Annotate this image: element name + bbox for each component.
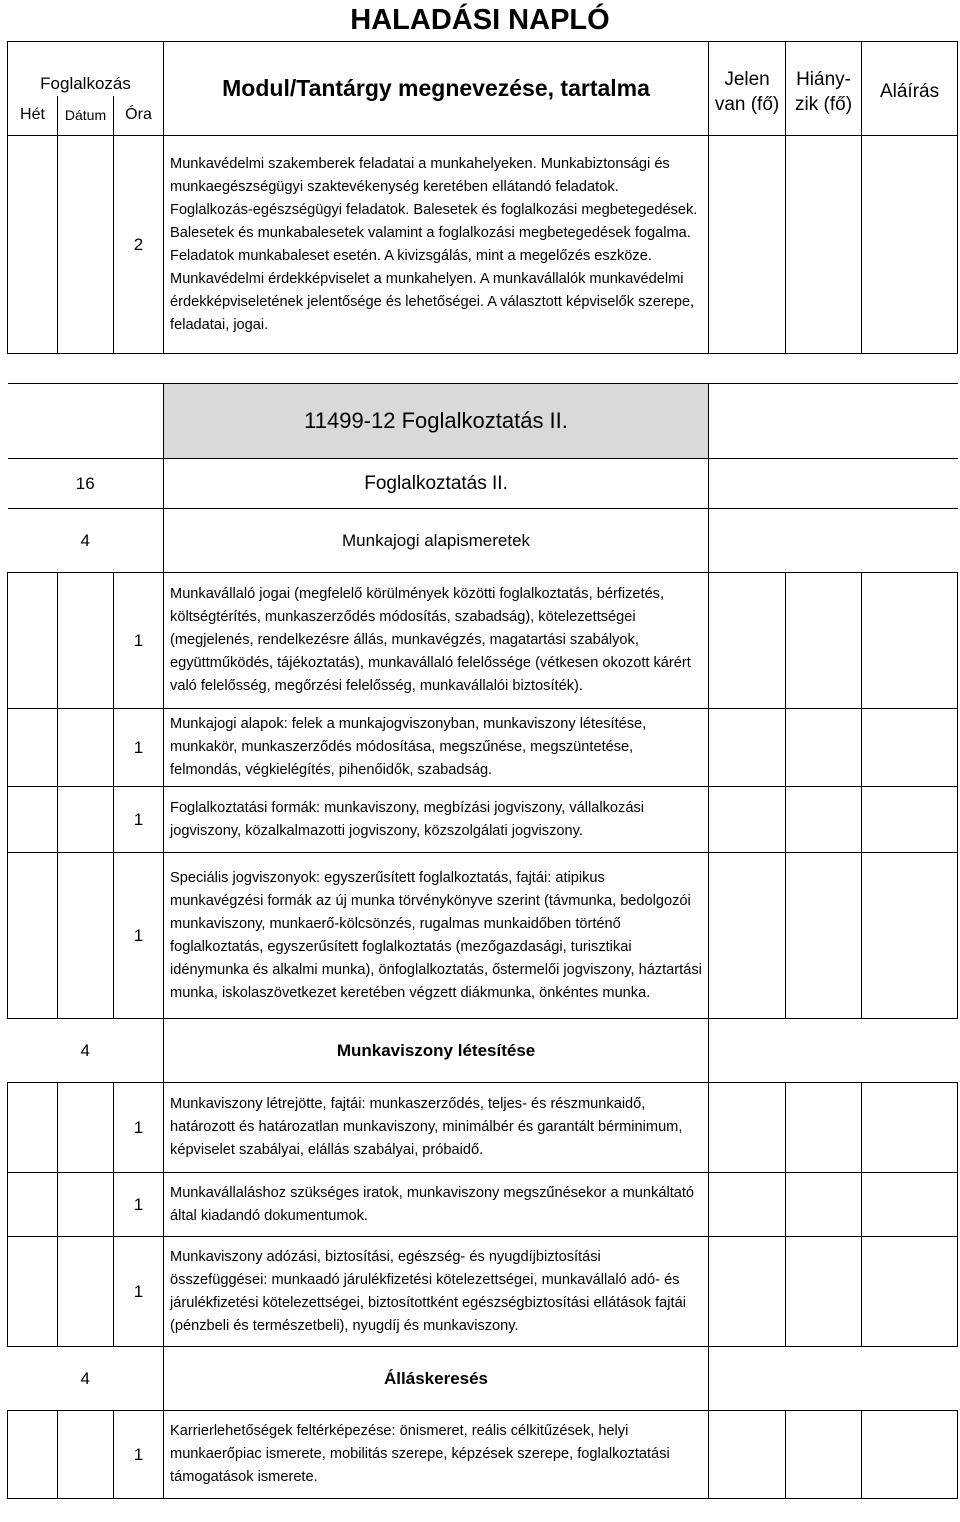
week-cell[interactable] (8, 1173, 58, 1237)
date-cell[interactable] (58, 1237, 114, 1347)
header-hiany-line2: zik (fő) (795, 93, 853, 115)
header-jelen-line2: van (fő) (714, 93, 780, 115)
week-cell[interactable] (8, 1411, 58, 1499)
signature-cell[interactable] (862, 1173, 958, 1237)
week-cell[interactable] (8, 1237, 58, 1347)
content-cell: Foglalkoztatási formák: munkaviszony, megbízási jogviszony, vállalkozási jogviszony, közalkalmazotti jogviszony, közszolgálati jogviszony. (164, 787, 709, 853)
present-cell[interactable] (709, 1237, 786, 1347)
spacer (8, 354, 958, 384)
week-cell[interactable] (8, 709, 58, 787)
signature-cell[interactable] (862, 709, 958, 787)
page-title: HALADÁSI NAPLÓ (350, 4, 610, 36)
hours-cell: 1 (114, 853, 164, 1019)
content-cell: Munkavállaló jogai (megfelelő körülmények közötti foglalkoztatás, bérfizetés, költségtérítés, munkaszerződés módosítás, szabadság), kötelezettségei (megjelenés, rendelkezésre állás, munkavégzés, magatartási szabályok, együttműködés, tájékoztatás), munkavállaló felelőssége (vétkesen okozott kárért való felelősség, megőrzési felelősség, munkavállalói biztosíték). (164, 573, 709, 709)
hours-cell: 1 (114, 1411, 164, 1499)
date-cell[interactable] (58, 573, 114, 709)
present-cell[interactable] (709, 787, 786, 853)
section-right-blank (709, 1347, 958, 1411)
absent-cell[interactable] (786, 1083, 862, 1173)
header-het: Hét (8, 96, 58, 136)
header-hiany (786, 42, 862, 136)
absent-cell[interactable] (786, 1173, 862, 1237)
header-jelen (709, 42, 786, 136)
absent-cell[interactable] (786, 787, 862, 853)
progress-log-table (7, 41, 958, 1499)
date-cell[interactable] (58, 1411, 114, 1499)
absent-cell[interactable] (786, 136, 862, 354)
signature-cell[interactable] (862, 1237, 958, 1347)
present-cell[interactable] (709, 1173, 786, 1237)
hours-cell: 1 (114, 573, 164, 709)
hours-cell: 1 (114, 1083, 164, 1173)
section-title: Álláskeresés (164, 1347, 709, 1411)
signature-cell[interactable] (862, 136, 958, 354)
date-cell[interactable] (58, 787, 114, 853)
absent-cell[interactable] (786, 1411, 862, 1499)
hours-cell: 2 (114, 136, 164, 354)
header-foglalkozas: Foglalkozás (8, 42, 164, 96)
week-cell[interactable] (8, 853, 58, 1019)
date-cell[interactable] (58, 1173, 114, 1237)
section-title: Munkaviszony létesítése (164, 1019, 709, 1083)
present-cell[interactable] (709, 1083, 786, 1173)
module-code-title: 11499-12 Foglalkoztatás II. (164, 384, 709, 459)
week-cell[interactable] (8, 787, 58, 853)
signature-cell[interactable] (862, 1083, 958, 1173)
absent-cell[interactable] (786, 709, 862, 787)
header-jelen-line1: Jelen (724, 68, 770, 90)
date-cell[interactable] (58, 136, 114, 354)
hours-cell: 1 (114, 1173, 164, 1237)
header-modul: Modul/Tantárgy megnevezése, tartalma (164, 42, 709, 136)
section-title: Munkajogi alapismeretek (164, 509, 709, 573)
present-cell[interactable] (709, 136, 786, 354)
content-cell: Munkaviszony adózási, biztosítási, egészség- és nyugdíjbiztosítási összefüggései: munkaadó járulékfizetési kötelezettségei, munkavállaló adó- és járulékfizetési kötelezettségei, biztosítottként egészségbiztosítási ellátások fajtái (pénzbeli és természetbeli), nyugdíj és munkaviszony. (164, 1237, 709, 1347)
present-cell[interactable] (709, 1411, 786, 1499)
hours-cell: 1 (114, 787, 164, 853)
date-cell[interactable] (58, 1083, 114, 1173)
hours-cell: 1 (114, 709, 164, 787)
signature-cell[interactable] (862, 573, 958, 709)
week-cell[interactable] (8, 573, 58, 709)
subject-right-blank (709, 459, 958, 509)
present-cell[interactable] (709, 709, 786, 787)
signature-cell[interactable] (862, 787, 958, 853)
header-datum: Dátum (58, 96, 114, 136)
header-ora: Óra (114, 96, 164, 136)
absent-cell[interactable] (786, 573, 862, 709)
module-right-blank (709, 384, 958, 459)
signature-cell[interactable] (862, 1411, 958, 1499)
header-hiany-line1: Hiány- (796, 68, 851, 90)
module-left-blank (8, 384, 164, 459)
hours-cell: 1 (114, 1237, 164, 1347)
absent-cell[interactable] (786, 853, 862, 1019)
date-cell[interactable] (58, 853, 114, 1019)
header-alairas: Aláírás (862, 42, 958, 136)
absent-cell[interactable] (786, 1237, 862, 1347)
present-cell[interactable] (709, 853, 786, 1019)
content-cell: Speciális jogviszonyok: egyszerűsített foglalkoztatás, fajtái: atipikus munkavégzési formák az új munka törvénykönyve szerint (távmunka, bedolgozói munkaviszony, munkaerő-kölcsönzés, rugalmas munkaidőben történő foglalkoztatás, egyszerűsített foglalkoztatás (mezőgazdasági, turisztikai idénymunka és alkalmi munka), önfoglalkoztatás, őstermelői jogviszony, háztartási munka, iskolaszövetkezet keretében végzett diákmunka, önkéntes munka. (164, 853, 709, 1019)
week-cell[interactable] (8, 1083, 58, 1173)
week-cell[interactable] (8, 136, 58, 354)
section-hours: 4 (8, 1019, 164, 1083)
content-cell: Karrierlehetőségek feltérképezése: önismeret, reális célkitűzések, helyi munkaerőpiac ismerete, mobilitás szerepe, képzések szerepe, foglalkoztatási támogatások ismerete. (164, 1411, 709, 1499)
section-right-blank (709, 1019, 958, 1083)
subject-hours: 16 (8, 459, 164, 509)
subject-name: Foglalkoztatás II. (164, 459, 709, 509)
content-cell: Munkaviszony létrejötte, fajtái: munkaszerződés, teljes- és részmunkaidő, határozott és határozatlan munkaviszony, minimálbér és garantált bérminimum, képviselet szabályai, elállás szabályai, próbaidő. (164, 1083, 709, 1173)
section-hours: 4 (8, 1347, 164, 1411)
date-cell[interactable] (58, 709, 114, 787)
present-cell[interactable] (709, 573, 786, 709)
content-cell: Munkajogi alapok: felek a munkajogviszonyban, munkaviszony létesítése, munkakör, munkaszerződés módosítása, megszűnése, megszüntetése, felmondás, végkielégítés, pihenőidők, szabadság. (164, 709, 709, 787)
signature-cell[interactable] (862, 853, 958, 1019)
section-hours: 4 (8, 509, 164, 573)
content-cell: Munkavállaláshoz szükséges iratok, munkaviszony megszűnésekor a munkáltató által kiadandó dokumentumok. (164, 1173, 709, 1237)
content-cell: Munkavédelmi szakemberek feladatai a munkahelyeken. Munkabiztonsági és munkaegészségügyi szaktevékenység keretében ellátandó feladatok. Foglalkozás-egészségügyi feladatok. Balesetek és foglalkozási megbetegedések. Balesetek és munkabalesetek valamint a foglalkozási megbetegedések fogalma. Feladatok munkabaleset esetén. A kivizsgálás, mint a megelőzés eszköze. Munkavédelmi érdekképviselet a munkahelyen. A munkavállalók munkavédelmi érdekképviseletének jelentősége és lehetőségei. A választott képviselők szerepe, feladatai, jogai. (164, 136, 709, 354)
section-right-blank (709, 509, 958, 573)
